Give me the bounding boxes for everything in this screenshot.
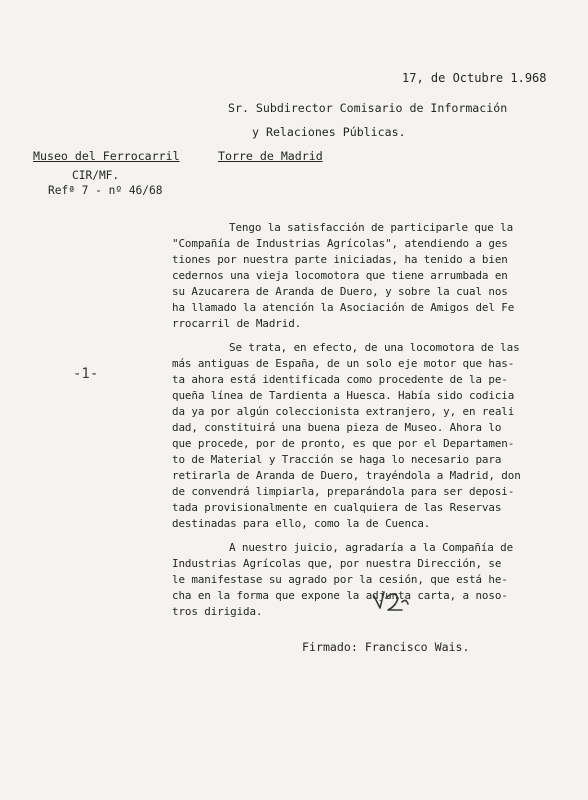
body-line: su Azucarera de Aranda de Duero, y sobre la cual nos [172, 285, 508, 298]
body-line: tada provisionalmente en cualquiera de las Reservas [172, 501, 502, 514]
handwritten-initials [372, 588, 414, 614]
body-line: ha llamado la atención la Asociación de Amigos del Fe [172, 301, 515, 314]
body-line: rrocarril de Madrid. [172, 317, 302, 330]
body-line: Se trata, en efecto, de una locomotora de las [229, 341, 520, 354]
recipient-line-1: Sr. Subdirector Comisario de Información [228, 101, 508, 115]
body-line: tiones por nuestra parte iniciadas, ha tenido a bien [172, 253, 508, 266]
reference-number: Refª 7 - nº 46/68 [48, 184, 163, 197]
body-line: da ya por algún coleccionista extranjero, y, en reali [172, 405, 515, 418]
body-line: cedernos una vieja locomotora que tiene arrumbada en [172, 269, 508, 282]
signature-line: Firmado: Francisco Wais. [302, 640, 470, 654]
sender-name: Museo del Ferrocarril [33, 149, 180, 163]
body-line: destinadas para ello, como la de Cuenca. [172, 517, 431, 530]
recipient-address: Torre de Madrid [218, 149, 323, 163]
page-number-mark: -1- [73, 366, 99, 382]
letter-date: 17, de Octubre 1.968 [402, 71, 547, 85]
body-line: dad, constituirá una buena pieza de Museo. Ahora lo [172, 421, 502, 434]
body-line: ta ahora está identificada como procedente de la pe- [172, 373, 508, 386]
body-line: le manifestase su agrado por la cesión, que está he- [172, 573, 508, 586]
body-line: queña línea de Tardienta a Huesca. Había sido codicia [172, 389, 515, 402]
body-line: tros dirigida. [172, 605, 263, 618]
recipient-line-2: y Relaciones Públicas. [252, 125, 406, 139]
body-line: to de Material y Tracción se haga lo necesario para [172, 453, 502, 466]
body-line: retirarla de Aranda de Duero, trayéndola a Madrid, don [172, 469, 521, 482]
body-line: que procede, por de pronto, es que por el Departamen- [172, 437, 515, 450]
body-line: más antiguas de España, de un solo eje motor que has- [172, 357, 515, 370]
body-line: "Compañía de Industrias Agrícolas", atendiendo a ges [172, 237, 508, 250]
body-line: A nuestro juicio, agradaría a la Compañía de [229, 541, 514, 554]
body-line: de convendrá limpiarla, preparándola para ser deposi- [172, 485, 515, 498]
reference-code: CIR/MF. [72, 169, 120, 182]
body-line: Tengo la satisfacción de participarle que la [229, 221, 514, 234]
body-line: Industrias Agrícolas que, por nuestra Dirección, se [172, 557, 502, 570]
body-line: cha en la forma que expone la adjunta carta, a noso- [172, 589, 508, 602]
